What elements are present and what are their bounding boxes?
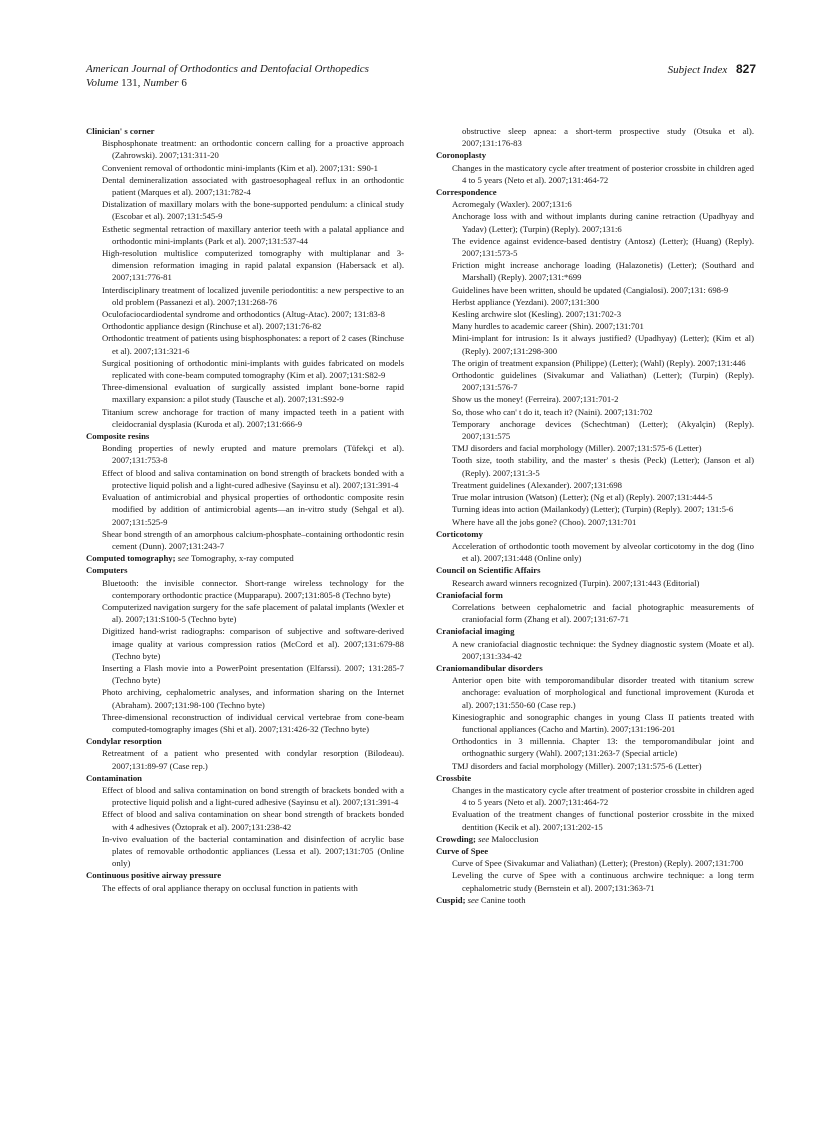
index-entry: Bisphosphonate treatment: an orthodontic concern calling for a proactive approach (Zahrowski). 2007;131:311-20 bbox=[102, 138, 404, 161]
index-term: Cuspid; see Canine tooth bbox=[436, 894, 526, 905]
index-body bbox=[86, 125, 756, 1045]
section-page bbox=[668, 62, 756, 77]
index-entry: Evaluation of the treatment changes of functional posterior crossbite in the mixed dentition (Kecik et al). 2007;131:202-15 bbox=[452, 809, 754, 832]
index-term: Contamination bbox=[86, 772, 142, 783]
index-column-right bbox=[436, 125, 754, 906]
index-entry: Computerized navigation surgery for the safe placement of palatal implants (Wexler et al). 2007;131:S100-5 (Techno byte) bbox=[102, 601, 404, 625]
index-entry: Surgical positioning of orthodontic mini-implants with guides fabricated on models replicated with cone-beam computed tomography (Kim et al). 2007;131:S82-9 bbox=[102, 357, 404, 381]
index-entry: TMJ disorders and facial morphology (Miller). 2007;131:575-6 (Letter) bbox=[452, 443, 702, 454]
index-entry: High-resolution multislice computerized tomography with multiplanar and 3-dimension reformation imaging in rapid palatal expansion (Habersack et al). 2007;131:776-81 bbox=[102, 248, 404, 283]
journal-citation bbox=[86, 62, 369, 90]
index-entry: Interdisciplinary treatment of localized juvenile periodontitis: a new perspective to an old problem (Passanezi et al). 2007;131:268-76 bbox=[102, 284, 404, 307]
issue-number: 6 bbox=[181, 77, 187, 89]
index-entry: Where have all the jobs gone? (Choo). 2007;131:701 bbox=[452, 516, 637, 527]
index-term: Crowding; see Malocclusion bbox=[436, 833, 539, 844]
index-term: Clinician' s corner bbox=[86, 126, 155, 136]
index-term: Craniofacial imaging bbox=[436, 626, 515, 637]
index-entry: True molar intrusion (Watson) (Letter); (Ng et al) (Reply). 2007;131:444-5 bbox=[452, 492, 713, 503]
index-term: Coronoplasty bbox=[436, 150, 487, 161]
index-entry: Changes in the masticatory cycle after treatment of posterior crossbite in children aged 4 to 5 years (Neto et al). 2007;131:464-72 bbox=[452, 784, 754, 808]
index-entry: Anterior open bite with temporomandibular disorder treated with titanium screw anchorage: evaluation of morphological and functional improvement (Kuroda et al). 2007;131:550-60 (Case rep.) bbox=[452, 675, 754, 710]
index-term: Correspondence bbox=[436, 187, 497, 198]
index-entry: TMJ disorders and facial morphology (Miller). 2007;131:575-6 (Letter) bbox=[452, 760, 702, 771]
index-entry: Leveling the curve of Spee with a continuous archwire technique: a long term cephalometric study (Bernstein et al). 2007;131:363-71 bbox=[452, 870, 754, 893]
index-entry: Many hurdles to academic career (Shin). 2007;131:701 bbox=[452, 321, 644, 332]
index-term: Corticotomy bbox=[436, 528, 483, 539]
index-term: Computed tomography; see Tomography, x-ray computed bbox=[86, 553, 294, 564]
index-entry: Mini-implant for intrusion: Is it always justified? (Upadhyay) (Letter); (Kim et al) (Reply). 2007;131:298-300 bbox=[452, 333, 754, 356]
index-term: Craniomandibular disorders bbox=[436, 662, 543, 673]
index-entry: Three-dimensional reconstruction of individual cervical vertebrae from cone-beam computed-tomography images (Shi et al). 2007;131:426-32 (Techno byte) bbox=[102, 711, 404, 734]
index-entry: Three-dimensional evaluation of surgically assisted implant bone-borne rapid maxillary expansion: a pilot study (Tausche et al). 2007;131:S92-9 bbox=[102, 382, 404, 405]
index-entry: Oculofaciocardiodental syndrome and orthodontics (Altug-Atac). 2007; 131:83-8 bbox=[102, 309, 385, 320]
index-entry: The origin of treatment expansion (Philippe) (Letter); (Wahl) (Reply). 2007;131:446 bbox=[452, 357, 746, 368]
index-entry: Effect of blood and saliva contamination on bond strength of brackets bonded with a protective liquid polish and a light-cured adhesive (Sayinsu et al). 2007;131:391-4 bbox=[102, 784, 404, 808]
index-entry: Inserting a Flash movie into a PowerPoint presentation (Elfarssi). 2007; 131:285-7 (Techno byte) bbox=[102, 662, 404, 686]
index-entry: Anchorage loss with and without implants during canine retraction (Upadhyay and Yadav) (Letter); (Turpin) (Reply). 2007;131:6 bbox=[452, 211, 754, 234]
index-entry: Acromegaly (Waxler). 2007;131:6 bbox=[452, 199, 572, 210]
index-term: Craniofacial form bbox=[436, 589, 503, 600]
index-entry: Titanium screw anchorage for traction of many impacted teeth in a patient with cleidocranial dysplasia (Kuroda et al). 2007;131:666-9 bbox=[102, 406, 404, 429]
index-entry: The effects of oral appliance therapy on occlusal function in patients with bbox=[102, 882, 358, 893]
index-entry: Effect of blood and saliva contamination on shear bond strength of brackets bonded with 4 adhesives (Öztoprak et al). 2007;131:238-42 bbox=[102, 809, 404, 832]
index-entry: Friction might increase anchorage loading (Halazonetis) (Letter); (Southard and Marshall) (Reply). 2007;131:*699 bbox=[452, 260, 754, 283]
index-entry: Bluetooth: the invisible connector. Short-range wireless technology for the contemporary orthodontic practice (Mupparapu). 2007;131:805-8 (Techno byte) bbox=[102, 577, 404, 600]
index-entry: Acceleration of orthodontic tooth movement by alveolar corticotomy in the dog (Iino et al). 2007;131:448 (Online only) bbox=[452, 540, 754, 564]
index-term: Continuous positive airway pressure bbox=[86, 870, 222, 881]
index-entry: Distalization of maxillary molars with the bone-supported pendulum: a clinical study (Escobar et al). 2007;131:545-9 bbox=[102, 199, 404, 222]
index-entry: Temporary anchorage devices (Schechtman) (Letter); (Akyalçin) (Reply). 2007;131:575 bbox=[452, 418, 754, 442]
index-entry: Retreatment of a patient who presented with condylar resorption (Bilodeau). 2007;131:89-97 (Case rep.) bbox=[102, 748, 404, 771]
index-entry: Kinesiographic and sonographic changes in young Class II patients treated with functional appliances (Cacho and Martin). 2007;131:196-201 bbox=[452, 711, 754, 734]
index-entry: A new craniofacial diagnostic technique: the Sydney diagnostic system (Moate et al). 2007;131:334-42 bbox=[452, 638, 754, 661]
journal-title: American Journal of Orthodontics and Dentofacial Orthopedics bbox=[86, 63, 369, 75]
index-entry: Correlations between cephalometric and facial photographic measurements of craniofacial form (Zhang et al). 2007;131:67-71 bbox=[452, 601, 754, 625]
index-entry: Tooth size, tooth stability, and the master' s thesis (Peck) (Letter); (Janson et al) (Reply). 2007;131:3-5 bbox=[452, 455, 754, 478]
index-term: Composite resins bbox=[86, 431, 150, 442]
index-entry: Herbst appliance (Yezdani). 2007;131:300 bbox=[452, 296, 600, 307]
running-header bbox=[86, 62, 756, 94]
index-entry: Orthodontics in 3 millennia. Chapter 13: the temporomandibular joint and orthognathic surgery (Wahl). 2007;131:263-7 (Special article) bbox=[452, 736, 754, 759]
index-term: Computers bbox=[86, 565, 128, 576]
index-entry: Guidelines have been written, should be updated (Cangialosi). 2007;131: 698-9 bbox=[452, 284, 729, 295]
index-entry: obstructive sleep apnea: a short-term prospective study (Otsuka et al). 2007;131:176-83 bbox=[462, 126, 754, 149]
index-entry: Evaluation of antimicrobial and physical properties of orthodontic composite resin modified by addition of antimicrobial agents—an in-vitro study (Sehgal et al). 2007;131:525-9 bbox=[102, 492, 404, 527]
volume-number: 131 bbox=[121, 77, 138, 89]
index-entry: Orthodontic appliance design (Rinchuse et al). 2007;131:76-82 bbox=[102, 321, 322, 332]
index-entry: Dental demineralization associated with gastroesophageal reflux in an orthodontic patient (Marques et al). 2007;131:782-4 bbox=[102, 174, 404, 198]
index-term: Condylar resorption bbox=[86, 736, 162, 747]
index-entry: Convenient removal of orthodontic mini-implants (Kim et al). 2007;131: S90-1 bbox=[102, 162, 379, 173]
index-entry: Effect of blood and saliva contamination on bond strength of brackets bonded with a protective liquid polish and a light-cured adhesive (Sayinsu et al). 2007;131:391-4 bbox=[102, 467, 404, 490]
index-entry: Orthodontic guidelines (Sivakumar and Valiathan) (Letter); (Turpin) (Reply). 2007;131:576-7 bbox=[452, 370, 754, 393]
index-entry: The evidence against evidence-based dentistry (Antosz) (Letter); (Huang) (Reply). 2007;131:573-5 bbox=[452, 235, 754, 259]
index-term: Curve of Spee bbox=[436, 845, 489, 856]
index-entry: Bonding properties of newly erupted and mature premolars (Tüfekçi et al). 2007;131:753-8 bbox=[102, 443, 404, 466]
index-entry: In-vivo evaluation of the bacterial contamination and disinfection of acrylic base plates of removable orthodontic appliances (Lessa et al). 2007;131:705 (Online only) bbox=[102, 833, 404, 869]
index-entry: Kesling archwire slot (Kesling). 2007;131:702-3 bbox=[452, 309, 622, 320]
index-entry: Research award winners recognized (Turpin). 2007;131:443 (Editorial) bbox=[452, 577, 700, 588]
index-column-left bbox=[86, 125, 404, 894]
index-entry: Treatment guidelines (Alexander). 2007;131:698 bbox=[452, 479, 623, 490]
index-entry: Shear bond strength of an amorphous calcium-phosphate–containing orthodontic resin cement (Dunn). 2007;131:243-7 bbox=[102, 528, 404, 551]
index-term: Council on Scientific Affairs bbox=[436, 565, 541, 576]
index-entry: Digitized hand-wrist radiographs: comparison of subjective and software-derived image quality at various compression ratios (McCord et al). 2007;131:679-88 (Techno byte) bbox=[102, 626, 404, 661]
index-entry: Turning ideas into action (Mailankody) (Letter); (Turpin) (Reply). 2007; 131:5-6 bbox=[452, 504, 734, 515]
index-entry: Curve of Spee (Sivakumar and Valiathan) (Letter); (Preston) (Reply). 2007;131:700 bbox=[452, 858, 744, 869]
index-entry: So, those who can' t do it, teach it? (Naini). 2007;131:702 bbox=[452, 406, 653, 417]
index-term: Crossbite bbox=[436, 772, 472, 783]
volume-line: Volume 131, Number 6 bbox=[86, 77, 187, 89]
page-number: 827 bbox=[735, 62, 756, 76]
index-entry: Photo archiving, cephalometric analyses, and information sharing on the Internet (Abraham). 2007;131:98-100 (Techno byte) bbox=[102, 687, 404, 710]
section-title: Subject Index bbox=[667, 64, 728, 76]
index-entry: Orthodontic treatment of patients using bisphosphonates: a report of 2 cases (Rinchuse et al). 2007;131:321-6 bbox=[102, 333, 404, 356]
index-entry: Changes in the masticatory cycle after treatment of posterior crossbite in children aged 4 to 5 years (Neto et al). 2007;131:464-72 bbox=[452, 162, 754, 185]
index-entry: Esthetic segmental retraction of maxillary anterior teeth with a palatal appliance and orthodontic mini-implants (Park et al). 2007;131:537-44 bbox=[102, 223, 404, 246]
index-entry: Show us the money! (Ferreira). 2007;131:701-2 bbox=[452, 394, 619, 405]
